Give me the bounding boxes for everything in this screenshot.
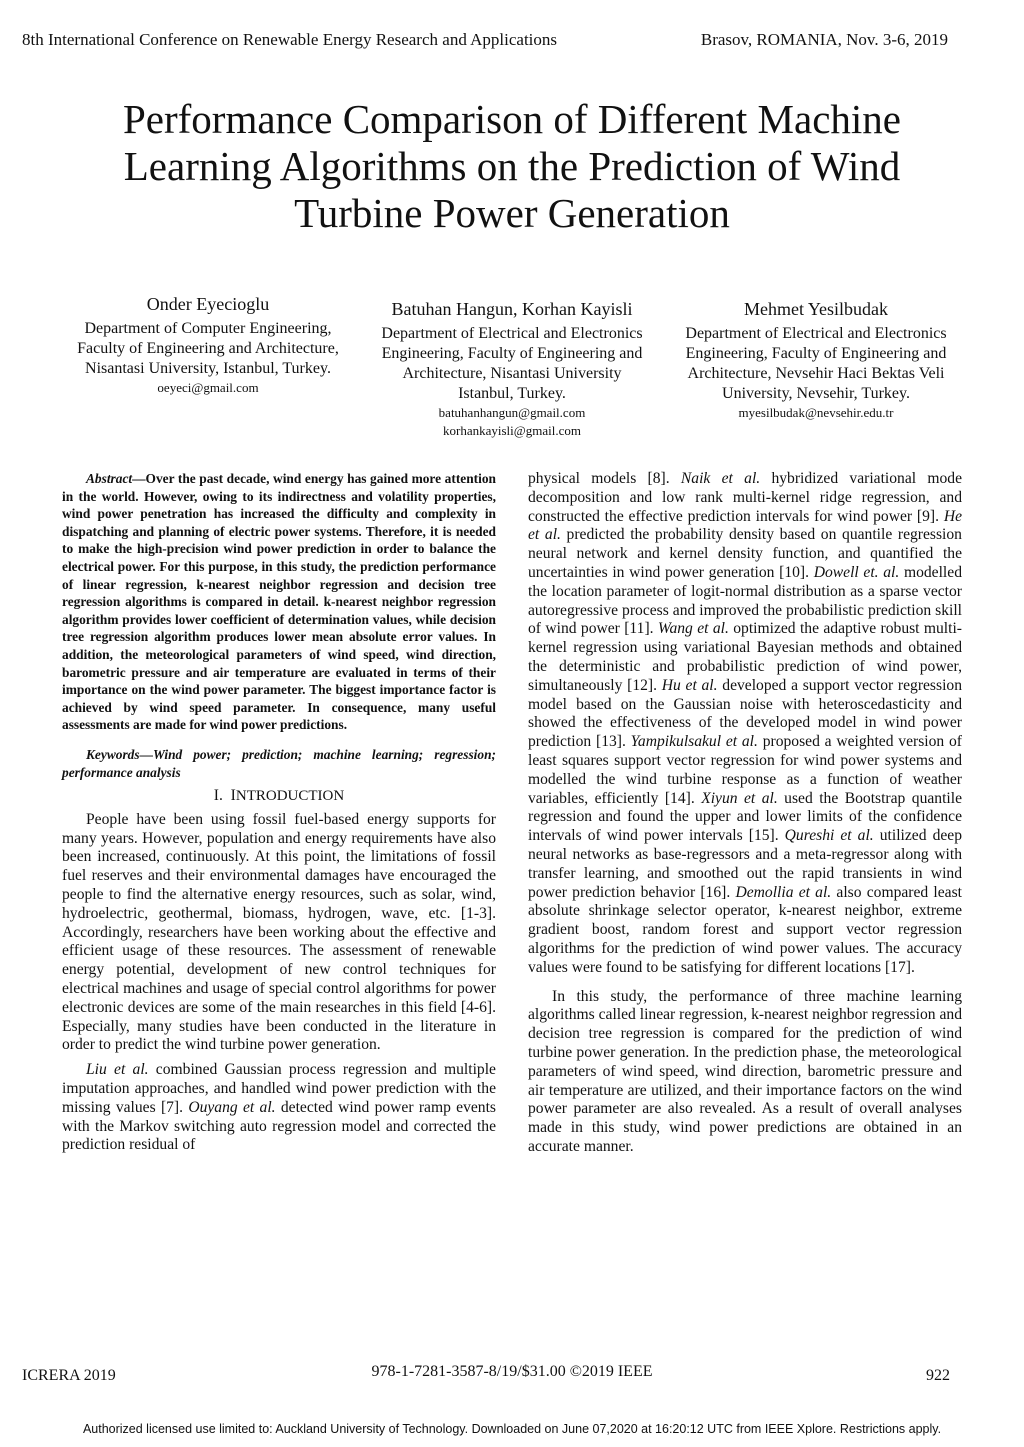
author-email: korhankayisli@gmail.com xyxy=(443,423,581,438)
title-line: Learning Algorithms on the Prediction of Wind xyxy=(123,143,901,189)
intro-paragraph: People have been using fossil fuel-based energy supports for many years. However, population and energy requirements have also been increased, continuously. At this point, the limitations of fossil fuel reserves and their environmental damages have encouraged the people to find the alternative energy resources, such as solar, wind, hydroelectric, geothermal, biomass, hydrogen, wave, etc. [1-3]. Accordingly, researchers have been working about the effective and efficient usage of these resources. The assessment of renewable energy potential, development of new control techniques for electrical machines and usage of special control algorithms for power electronic devices are some of the main researches in this field [4-6]. Especially, many studies have been conducted in the literature in order to predict the wind turbine power generation. xyxy=(62,810,496,1054)
abstract-dash: — xyxy=(132,471,146,486)
citation-author: Wang et al. xyxy=(657,620,729,638)
paper-title xyxy=(60,96,964,237)
running-header-location: Brasov, ROMANIA, Nov. 3-6, 2019 xyxy=(700,30,948,49)
abstract xyxy=(62,470,496,734)
citation-author: Ouyang et al. xyxy=(188,1098,276,1116)
author-affiliation: Nisantasi University, Istanbul, Turkey. xyxy=(85,360,331,377)
citation-author: Yampikulsakul et al. xyxy=(630,733,758,751)
author-name: Mehmet Yesilbudak xyxy=(744,299,888,319)
study-paragraph: In this study, the performance of three machine learning algorithms called linear regression, k-nearest neighbor regression and decision tree regression is compared for the prediction of wind turbine power generation. In the prediction phase, the meteorological parameters of wind speed, wind direction, barometric pressure and air temperature are utilized, and their importance factors on the wind power parameter are also revealed. As a result of overall analyses made in this study, wind power predictions are obtained in an accurate manner. xyxy=(528,987,962,1155)
keywords: Keywords—Wind power; prediction; machine learning; regression; performance analysis xyxy=(62,746,496,780)
author-affiliation: Department of Electrical and Electronics xyxy=(381,325,643,342)
section-title-rest: NTRODUCTION xyxy=(235,788,345,805)
paragraph-text: also compared least absolute shrinkage selector operator, k-nearest neighbor, extreme gradient boost, random forest and support vector regression algorithms for the prediction of wind power values. The accuracy values were found to be satisfying for different locations [17]. xyxy=(528,883,962,976)
section-heading-introduction xyxy=(62,787,496,806)
author-affiliation: Istanbul, Turkey. xyxy=(458,385,566,402)
author-name: Batuhan Hangun, Korhan Kayisli xyxy=(391,299,633,319)
author-block xyxy=(667,298,965,422)
citation-author: Demollia et al. xyxy=(735,883,832,901)
left-column xyxy=(62,470,496,1155)
citation-author: Naik et al. xyxy=(680,470,761,487)
citation-author: Dowell et. al. xyxy=(813,563,900,581)
author-block xyxy=(60,293,356,397)
citation-author: Qureshi et al. xyxy=(784,827,874,845)
author-affiliation: Architecture, Nisantasi University xyxy=(402,365,622,382)
paragraph-text: hybridized variational mode decomposition and low rank multi-kernel ridge regression, and constructed the effective prediction intervals for wind power [9]. xyxy=(528,470,963,525)
author-block xyxy=(363,298,661,440)
paragraph-text: modelled the location parameter of logit-normal distribution as a sparse vector autoregressive process and improved the probabilistic prediction skill of wind power [11]. xyxy=(528,563,962,638)
right-column xyxy=(528,470,962,1157)
author-affiliation: Engineering, Faculty of Engineering and xyxy=(685,345,947,362)
footer-conference: ICRERA 2019 xyxy=(22,1367,116,1384)
abstract-label: Abstract xyxy=(86,471,133,486)
running-header-conference: 8th International Conference on Renewable Energy Research and Applications xyxy=(22,30,558,49)
paragraph-text: utilized deep neural networks as base-regressors and a meta-regressor along with transfer learning, and smoothed out the rapid transients in wind power prediction behavior [16]. xyxy=(528,827,963,901)
license-notice: Authorized licensed use limited to: Auckland University of Technology. Downloaded on June 07,2020 at 16:20:12 UTC from IEEE Xplore. Restrictions apply. xyxy=(82,1422,942,1436)
paragraph-text: used the Bootstrap quantile regression and found the upper and lower limits of the confidence intervals of wind power intervals [15]. xyxy=(528,789,963,845)
paragraph-text: proposed a weighted version of least squares support vector regression for wind power systems and modelled the wind turbine response as a function of weather variables, efficiently [14]. xyxy=(528,733,962,807)
author-email: oeyeci@gmail.com xyxy=(157,380,259,395)
citation-author: Xiyun et al. xyxy=(701,789,778,807)
section-title-first: I xyxy=(230,787,236,805)
citation-author: Liu et al. xyxy=(86,1061,149,1079)
author-email: batuhanhangun@gmail.com xyxy=(438,405,586,420)
author-affiliation: Faculty of Engineering and Architecture, xyxy=(77,340,339,357)
citation-author: Hu et al. xyxy=(661,676,718,694)
author-affiliation: University, Nevsehir, Turkey. xyxy=(722,385,910,402)
paragraph-text: optimized the adaptive robust multi-kernel regression using variational Bayesian methods and obtained the deterministic and probabilistic prediction of wind power, simultaneously [12]. xyxy=(528,620,962,694)
paragraph-text: developed a support vector regression model based on the Gaussian noise with heteroscedasticity and showed the effectiveness of the developed model in wind power prediction [13]. xyxy=(528,676,962,751)
paragraph-text: predicted the probability density based on quantile regression neural network and kernel density function, and quantified the uncertainties in wind power generation [10]. xyxy=(528,526,962,581)
section-number: I. xyxy=(213,787,223,805)
title-line: Turbine Power Generation xyxy=(294,190,730,236)
author-email: myesilbudak@nevsehir.edu.tr xyxy=(738,405,894,420)
author-affiliation: Engineering, Faculty of Engineering and xyxy=(381,345,643,362)
author-affiliation: Department of Electrical and Electronics xyxy=(685,325,947,342)
title-line: Performance Comparison of Different Machine xyxy=(123,96,901,142)
paragraph-text: physical models [8]. xyxy=(528,470,681,487)
abstract-text: Over the past decade, wind energy has gained more attention in the world. However, owing to its indirectness and volatility properties, wind power penetration has increased the difficulty and complexity in dispatching and planning of electric power systems. Therefore, it is needed to make the high-precision wind power prediction in order to balance the electrical power. For this purpose, in this study, the prediction performance of linear regression, k-nearest neighbor regression and decision tree regression algorithms is compared in detail. k-nearest neighbor regression algorithm provides lower coefficient of determination values, while decision tree regression algorithm produces lower mean absolute error values. In addition, the meteorological parameters of wind speed, wind direction, barometric pressure and air temperature are evaluated in terms of their importance on the wind power parameter. The biggest importance factor is achieved by wind speed parameter. In consequence, many useful assessments are made for wind power predictions. xyxy=(62,471,496,733)
footer-copyright: 978-1-7281-3587-8/19/$31.00 ©2019 IEEE xyxy=(371,1363,653,1380)
citation-author: He et al. xyxy=(528,507,962,544)
literature-paragraph xyxy=(528,470,962,978)
author-affiliation: Architecture, Nevsehir Haci Bektas Veli xyxy=(687,365,945,382)
author-name: Onder Eyecioglu xyxy=(146,294,270,314)
paragraph-text: detected wind power ramp events with the Markov switching auto regression model and corrected the prediction residual of xyxy=(62,1098,496,1154)
paragraph-text: combined Gaussian process regression and multiple imputation approaches, and handled wind power prediction with the missing values [7]. xyxy=(62,1061,496,1116)
intro-paragraph xyxy=(62,1061,496,1155)
page-number: 922 xyxy=(926,1367,950,1384)
author-affiliation: Department of Computer Engineering, xyxy=(84,320,332,337)
